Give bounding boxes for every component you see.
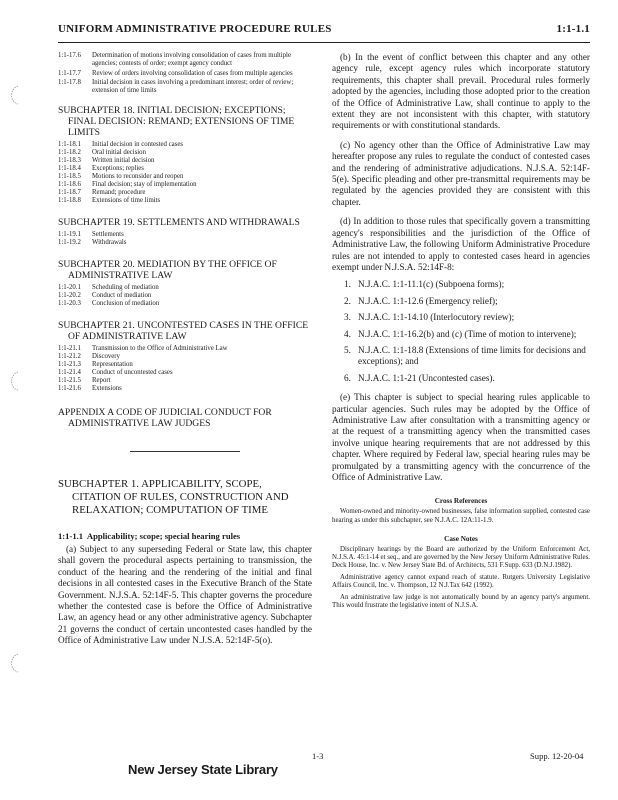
toc-entry-text: Review of orders involving consolidation of cases from multiple agencies [92, 69, 293, 77]
section-number: 1:1-1.1 [58, 531, 84, 541]
toc-entry-number: 1:1-17.7 [58, 69, 81, 77]
toc-entry [58, 361, 312, 369]
toc-entry [58, 284, 312, 292]
left-column [58, 52, 312, 653]
toc-entry-number: 1:1-20.2 [58, 292, 81, 299]
toc-entry-text: Remand; procedure [92, 189, 146, 196]
toc-entry-text: Extensions of time limits [92, 197, 161, 204]
section-divider [130, 451, 240, 452]
appendix-heading: APPENDIX A CODE OF JUDICIAL CONDUCT FOR ADMINISTRATIVE LAW JUDGES [58, 407, 272, 429]
list-item-number: 5. [344, 344, 351, 355]
toc-entry [58, 141, 312, 149]
toc-entry-number: 1:1-18.7 [58, 189, 81, 196]
toc-entry-text: Written initial decision [92, 157, 155, 164]
toc-entry [58, 369, 312, 377]
toc-entry-number: 1:1-17.8 [58, 79, 81, 86]
toc-lead-entries [58, 52, 312, 95]
toc-entry-text: Oral initial decision [92, 149, 146, 156]
cross-references-heading: Cross References [434, 497, 488, 506]
toc-entry-number: 1:1-18.3 [58, 157, 81, 164]
list-item [332, 345, 590, 368]
toc-entry-number: 1:1-18.8 [58, 197, 81, 204]
paragraph-d: (d) In addition to those rules that specifically govern a transmitting agency's responsibilities and the jurisdiction of the Office of Administrative Law, the following Uniform Administrative Procedure rules are not intended to apply to contested cases heard in agencies exempt under N.J.S.A. 52:14F-8: [332, 216, 590, 272]
toc-entry [58, 149, 312, 157]
toc-entry-text: Motions to reconsider and reopen [92, 173, 184, 180]
list-item-text: N.J.A.C. 1:1-11.1(c) (Subpoena forms); [358, 279, 505, 290]
list-item [332, 312, 590, 323]
list-item [332, 329, 590, 340]
toc-entry [58, 385, 312, 393]
list-item [332, 296, 590, 307]
toc-entry-text: Withdrawals [92, 239, 127, 246]
chapter-heading: SUBCHAPTER 1. APPLICABILITY, SCOPE, CITATION OF RULES, CONSTRUCTION AND RELAXATION; COMPUTATION OF TIME [58, 478, 289, 516]
list-item-number: 1. [344, 279, 351, 290]
toc-entry-number: 1:1-19.2 [58, 239, 81, 246]
punch-hole-mark [6, 652, 20, 674]
toc-entry [58, 231, 312, 239]
header-title: UNIFORM ADMINISTRATIVE PROCEDURE RULES [58, 23, 332, 35]
list-item-number: 2. [344, 295, 351, 306]
toc-entry-number: 1:1-21.3 [58, 361, 81, 368]
subchapter-heading: SUBCHAPTER 20. MEDIATION BY THE OFFICE OF ADMINISTRATIVE LAW [58, 259, 277, 281]
header-rule-ref: 1:1-1.1 [556, 23, 590, 35]
section-title: Applicability; scope; special hearing rules [86, 531, 241, 541]
toc-entry [58, 181, 312, 189]
toc-entry-number: 1:1-18.4 [58, 165, 81, 172]
toc-list [58, 284, 312, 308]
list-item-text: N.J.A.C. 1:1-16.2(b) and (c) (Time of motion to intervene); [358, 328, 577, 339]
cross-references-text: Women-owned and minority-owned businesses, false information supplied, contested case hearing as under this subchapter, see N.J.A.C. 12A:11-1.9. [332, 508, 590, 524]
list-item [332, 279, 590, 290]
toc-entry-number: 1:1-18.1 [58, 141, 81, 148]
header-divider [58, 42, 590, 43]
toc-entry-text: Scheduling of mediation [92, 284, 159, 291]
toc-entry-number: 1:1-21.1 [58, 345, 81, 352]
subchapter-heading: SUBCHAPTER 21. UNCONTESTED CASES IN THE OFFICE OF ADMINISTRATIVE LAW [58, 320, 309, 342]
toc-entry-text: Conduct of mediation [92, 292, 152, 299]
list-item-number: 3. [344, 312, 351, 323]
toc-entry-text: Determination of motions involving consolidation of cases from multiple agencies; contests of order; exempt agency conduct [92, 52, 291, 67]
supplement-date: Supp. 12-20-04 [530, 751, 584, 761]
toc-entry-number: 1:1-18.5 [58, 173, 81, 180]
toc-entry [58, 52, 312, 68]
toc-list [58, 231, 312, 247]
toc-entry [58, 157, 312, 165]
punch-hole-mark [6, 370, 20, 392]
toc-entry [58, 377, 312, 385]
toc-entry [58, 70, 312, 78]
right-column [332, 52, 590, 614]
section-heading [58, 531, 312, 541]
list-item [332, 373, 590, 384]
toc-entry-text: Final decision; stay of implementation [92, 181, 197, 188]
toc-entry-number: 1:1-20.3 [58, 300, 81, 307]
case-note: Administrative agency cannot expand reach of statute. Rutgers University Legislative Affairs Council, Inc. v. Thompson, 12 N.J.Tax 642 (1992). [332, 573, 590, 589]
toc-entry-text: Settlements [92, 231, 124, 238]
paragraph-c: (c) No agency other than the Office of Administrative Law may hereafter propose any rules to regulate the conduct of contested cases and the rendering of administrative adjudications. N.J.S.A. 52:14F-5(e). Specific pleading and other pre-transmittal requirements may be regulated by the agencies provided they are consistent with this chapter. [332, 139, 590, 207]
subchapter-heading: SUBCHAPTER 18. INITIAL DECISION; EXCEPTIONS; FINAL DECISION: REMAND; EXTENSIONS OF TIME LIMITS [58, 105, 295, 138]
list-item-number: 6. [344, 372, 351, 383]
list-item-text: N.J.A.C. 1:1-21 (Uncontested cases). [358, 372, 495, 383]
library-stamp: New Jersey State Library [128, 762, 278, 777]
toc-entry-text: Initial decision in cases involving a predominant interest; order of review; extension of time limits [92, 79, 294, 94]
toc-entry-number: 1:1-18.2 [58, 149, 81, 156]
toc-entry-text: Representation [92, 361, 133, 368]
case-note: An administrative law judge is not automatically bound by an agency party's argument. This would frustrate the legislative intent of N.J.S.A. [332, 594, 590, 610]
paragraph-e: (e) This chapter is subject to special hearing rules applicable to particular agencies. Such rules may be adopted by the Office of Administrative Law after consultation with a transmitting agency or at the request of a transmitting agency when the transmitted cases involve unique hearing requirements that are not addressed by this chapter. Where required by Federal law, special hearing rules may be promulgated by a transmitting agency with the concurrence of the Office of Administrative Law. [332, 392, 590, 482]
toc-entry-text: Conclusion of mediation [92, 300, 160, 307]
toc-entry-text: Exceptions; replies [92, 165, 144, 172]
toc-entry [58, 173, 312, 181]
toc-entry [58, 345, 312, 353]
toc-entry-number: 1:1-21.5 [58, 377, 81, 384]
exempt-rules-list [332, 279, 590, 384]
toc-entry-number: 1:1-19.1 [58, 231, 81, 238]
toc-entry [58, 79, 312, 95]
toc-entry [58, 300, 312, 308]
toc-entry [58, 239, 312, 247]
toc-entry-number: 1:1-18.6 [58, 181, 81, 188]
toc-entry [58, 292, 312, 300]
toc-entry-text: Report [92, 377, 111, 384]
toc-entry-number: 1:1-21.4 [58, 369, 81, 376]
paragraph-b: (b) In the event of conflict between this chapter and any other agency rule, except agency rules which incorporate statutory requirements, this chapter shall prevail. Procedural rules formerly adopted by the agencies, including those adopted prior to the creation of the Office of Administrative Law, shall continue to apply to the extent they are not inconsistent with this chapter, with statutory requirements or with constitutional standards. [332, 52, 590, 131]
toc-entry [58, 197, 312, 205]
list-item-number: 4. [344, 328, 351, 339]
toc-entry-number: 1:1-20.1 [58, 284, 81, 291]
list-item-text: N.J.A.C. 1:1-18.8 (Extensions of time limits for decisions and exceptions); and [358, 344, 586, 367]
page-number: 1-3 [312, 751, 324, 761]
toc-entry-text: Discovery [92, 353, 120, 360]
toc-list [58, 345, 312, 393]
running-header [58, 23, 590, 39]
list-item-text: N.J.A.C. 1:1-12.6 (Emergency relief); [358, 295, 498, 306]
toc-entry-number: 1:1-21.6 [58, 385, 81, 392]
toc-entry [58, 189, 312, 197]
toc-entry-text: Initial decision in contested cases [92, 141, 183, 148]
list-item-text: N.J.A.C. 1:1-14.10 (Interlocutory review); [358, 312, 515, 323]
toc-entry [58, 353, 312, 361]
paragraph-a: (a) Subject to any superseding Federal or State law, this chapter shall govern the procedural aspects pertaining to transmission, the conduct of the hearing and the rendering of the initial and final decisions in all contested cases in the Executive Branch of the State Government. N.J.S.A. 52:14F-5. This chapter governs the procedure whether the contested case is before the Office of Administrative Law, an agency head or any other administrative agency. Subchapter 21 governs the conduct of certain uncontested cases handled by the Office of Administrative Law under N.J.S.A. 52:14F-5(o). [58, 544, 312, 646]
toc-entry-text: Transmission to the Office of Administrative Law [92, 345, 228, 352]
toc-entry-number: 1:1-17.6 [58, 52, 81, 59]
toc-list [58, 141, 312, 205]
case-note: Disciplinary hearings by the Board are authorized by the Uniform Enforcement Act, N.J.S.A. 45:1-14 et seq., and are governed by the New Jersey Uniform Administrative Rules. Deck House, Inc. v. New Jersey State Bd. of Architects, 531 F.Supp. 633 (D.N.J.1982). [332, 545, 590, 569]
case-notes-heading: Case Notes [444, 534, 478, 543]
toc-entry-text: Extensions [92, 385, 122, 392]
subchapter-heading: SUBCHAPTER 19. SETTLEMENTS AND WITHDRAWALS [58, 217, 300, 228]
toc-entry [58, 165, 312, 173]
toc-entry-text: Conduct of uncontested cases [92, 369, 173, 376]
toc-entry-number: 1:1-21.2 [58, 353, 81, 360]
punch-hole-mark [6, 84, 20, 106]
